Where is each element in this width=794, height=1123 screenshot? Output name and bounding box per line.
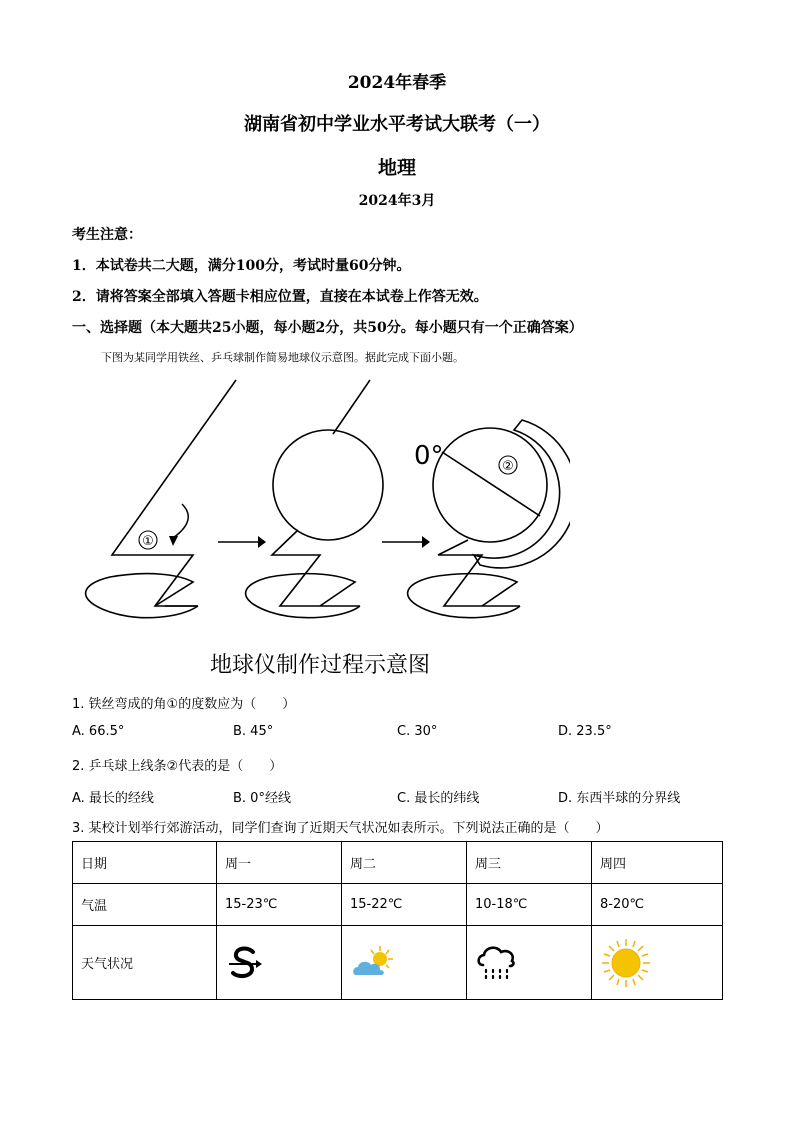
header-date: 日期	[73, 842, 217, 884]
sandstorm-icon	[225, 943, 265, 983]
globe-making-figure	[70, 370, 570, 690]
status-tuesday	[342, 926, 467, 1000]
temp-label: 气温	[73, 884, 217, 926]
question-1-stem: 1. 铁丝弯成的角①的度数应为（ ）	[72, 697, 296, 712]
status-label: 天气状况	[73, 926, 217, 1000]
q2-option-b[interactable]: B. 0°经线	[233, 791, 291, 806]
exam-date: 2024年3月	[358, 193, 436, 209]
q1-option-d[interactable]: D. 23.5°	[558, 724, 612, 739]
question-3-stem: 3. 某校计划举行郊游活动，同学们查询了近期天气状况如表所示。下列说法正确的是（ ）	[72, 821, 609, 836]
temp-wednesday: 10-18℃	[467, 884, 592, 926]
partly-cloudy-icon	[350, 943, 398, 983]
q2-option-a[interactable]: A. 最长的经线	[72, 791, 154, 806]
header-wednesday: 周三	[467, 842, 592, 884]
angle-arrow-icon	[169, 536, 178, 546]
temp-tuesday: 15-22℃	[342, 884, 467, 926]
table-row	[73, 884, 723, 926]
question-2-stem: 2. 乒乓球上线条②代表的是（ ）	[72, 759, 283, 774]
sunny-icon	[600, 937, 652, 989]
angle-label: ①	[142, 534, 154, 549]
figure-caption: 地球仪制作过程示意图	[210, 653, 431, 678]
line-label: ②	[502, 459, 514, 474]
rain-icon	[475, 941, 519, 985]
q2-option-c[interactable]: C. 最长的纬线	[397, 791, 480, 806]
wire-stage-1	[86, 380, 236, 618]
q1-option-b[interactable]: B. 45°	[233, 724, 274, 739]
exam-title: 湖南省初中学业水平考试大联考（一）	[244, 114, 550, 135]
status-monday	[217, 926, 342, 1000]
q2-option-d[interactable]: D. 东西半球的分界线	[558, 791, 681, 806]
zero-degree-label: 0°	[414, 441, 444, 471]
subject-title: 地理	[377, 157, 416, 179]
arrow-right-icon	[422, 536, 430, 548]
table-row	[73, 842, 723, 884]
question-intro: 下图为某同学用铁丝、乒乓球制作简易地球仪示意图。据此完成下面小题。	[101, 351, 464, 364]
header-monday: 周一	[217, 842, 342, 884]
notice-item-2: 2．请将答案全部填入答题卡相应位置，直接在本试卷上作答无效。	[72, 289, 488, 305]
q1-option-a[interactable]: A. 66.5°	[72, 724, 125, 739]
notice-title: 考生注意：	[72, 227, 142, 243]
section-title: 一、选择题（本大题共25小题，每小题2分，共50分。每小题只有一个正确答案）	[72, 320, 583, 336]
notice-item-1: 1．本试卷共二大题，满分100分，考试时量60分钟。	[72, 258, 411, 274]
status-thursday	[592, 926, 723, 1000]
temp-thursday: 8-20℃	[592, 884, 723, 926]
status-wednesday	[467, 926, 592, 1000]
q1-option-c[interactable]: C. 30°	[397, 724, 438, 739]
exam-season: 2024年春季	[347, 73, 447, 93]
table-row	[73, 926, 723, 1000]
arrow-right-icon	[258, 536, 266, 548]
weather-table	[72, 841, 723, 1000]
wire-stage-2	[246, 380, 383, 618]
header-tuesday: 周二	[342, 842, 467, 884]
header-thursday: 周四	[592, 842, 723, 884]
temp-monday: 15-23℃	[217, 884, 342, 926]
